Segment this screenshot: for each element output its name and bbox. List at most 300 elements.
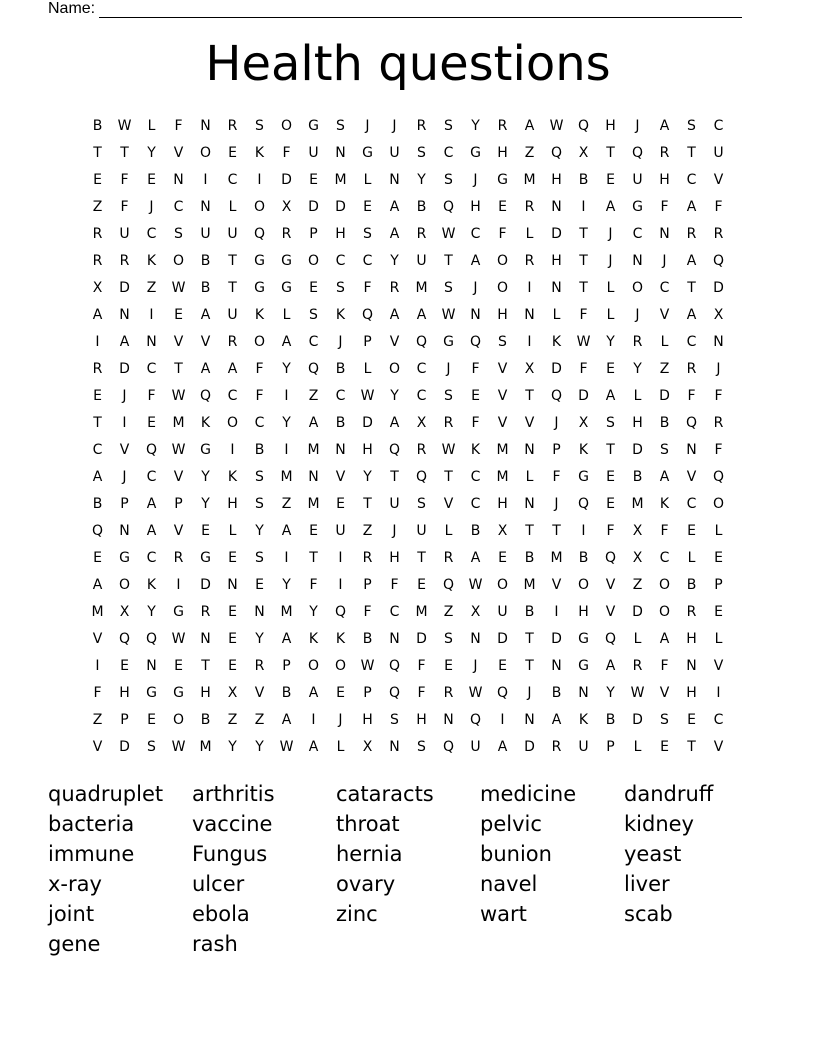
- grid-letter: P: [174, 496, 183, 512]
- grid-letter: G: [578, 658, 589, 674]
- grid-letter: P: [552, 442, 561, 458]
- grid-letter: I: [554, 604, 559, 620]
- grid-letter: W: [360, 388, 375, 404]
- grid-letter: H: [227, 496, 238, 512]
- grid-letter: X: [92, 280, 103, 296]
- grid-letter: O: [307, 253, 320, 269]
- grid-letter: C: [659, 280, 670, 296]
- grid-letter: A: [200, 361, 211, 377]
- grid-letter: D: [524, 739, 535, 755]
- word-list-item: zinc: [336, 902, 378, 926]
- grid-letter: A: [281, 334, 292, 350]
- grid-letter: P: [120, 496, 129, 512]
- grid-letter: E: [714, 550, 723, 566]
- grid-letter: N: [632, 253, 643, 269]
- grid-letter: T: [606, 145, 615, 161]
- grid-letter: V: [254, 685, 265, 701]
- grid-letter: E: [498, 199, 507, 215]
- word-list-item: throat: [336, 812, 400, 836]
- grid-letter: P: [363, 577, 372, 593]
- word-list-item: scab: [624, 902, 673, 926]
- word-list-item: ovary: [336, 872, 396, 896]
- word-list-item: yeast: [624, 842, 682, 866]
- grid-letter: U: [227, 226, 238, 242]
- word-list-item: hernia: [336, 842, 403, 866]
- grid-letter: M: [496, 442, 509, 458]
- grid-letter: H: [659, 172, 670, 188]
- grid-letter: Y: [390, 253, 399, 269]
- grid-letter: T: [201, 658, 210, 674]
- grid-letter: D: [119, 739, 130, 755]
- grid-letter: C: [470, 469, 481, 485]
- grid-letter: F: [714, 199, 723, 215]
- grid-letter: N: [470, 307, 481, 323]
- grid-letter: L: [714, 523, 723, 539]
- grid-letter: Q: [361, 307, 374, 323]
- grid-letter: Q: [712, 469, 725, 485]
- grid-letter: Z: [443, 604, 454, 620]
- grid-letter: I: [284, 550, 289, 566]
- grid-row: [84, 437, 732, 464]
- grid-letter: G: [308, 118, 319, 134]
- grid-letter: C: [416, 388, 427, 404]
- grid-letter: E: [147, 415, 156, 431]
- word-list-item: bunion: [480, 842, 552, 866]
- grid-letter: W: [468, 685, 483, 701]
- grid-letter: W: [360, 658, 375, 674]
- grid-letter: Y: [417, 172, 426, 188]
- grid-row: [84, 113, 732, 140]
- grid-row: [84, 545, 732, 572]
- grid-letter: V: [497, 361, 508, 377]
- grid-letter: M: [523, 172, 536, 188]
- grid-letter: C: [470, 226, 481, 242]
- grid-letter: N: [200, 118, 211, 134]
- grid-letter: R: [416, 226, 427, 242]
- grid-letter: R: [92, 361, 103, 377]
- grid-letter: Q: [577, 118, 590, 134]
- grid-letter: C: [254, 415, 265, 431]
- grid-letter: H: [200, 685, 211, 701]
- grid-letter: Q: [469, 334, 482, 350]
- grid-letter: E: [174, 307, 183, 323]
- grid-letter: Q: [550, 388, 563, 404]
- grid-letter: D: [632, 604, 643, 620]
- grid-letter: C: [146, 226, 157, 242]
- grid-letter: E: [417, 577, 426, 593]
- grid-row: [84, 248, 732, 275]
- grid-letter: F: [579, 361, 588, 377]
- grid-letter: N: [254, 604, 265, 620]
- grid-letter: H: [605, 118, 616, 134]
- grid-letter: I: [257, 172, 262, 188]
- grid-letter: Q: [388, 685, 401, 701]
- grid-letter: W: [549, 118, 564, 134]
- grid-letter: A: [146, 523, 157, 539]
- grid-letter: Q: [388, 658, 401, 674]
- word-list-item: rash: [192, 932, 238, 956]
- grid-row: [84, 599, 732, 626]
- grid-letter: D: [551, 361, 562, 377]
- grid-letter: D: [632, 712, 643, 728]
- grid-letter: E: [498, 658, 507, 674]
- grid-letter: N: [200, 199, 211, 215]
- grid-letter: C: [470, 496, 481, 512]
- grid-letter: A: [470, 550, 481, 566]
- grid-letter: O: [280, 118, 293, 134]
- grid-letter: K: [578, 442, 589, 458]
- grid-letter: Q: [496, 685, 509, 701]
- grid-letter: G: [362, 145, 373, 161]
- grid-letter: E: [606, 469, 615, 485]
- grid-letter: L: [363, 172, 372, 188]
- grid-letter: C: [362, 253, 373, 269]
- grid-letter: K: [254, 307, 265, 323]
- grid-letter: P: [714, 577, 723, 593]
- grid-letter: E: [174, 658, 183, 674]
- grid-letter: G: [254, 253, 265, 269]
- grid-row: [84, 329, 732, 356]
- grid-row: [84, 518, 732, 545]
- grid-letter: D: [416, 631, 427, 647]
- grid-row: [84, 464, 732, 491]
- grid-letter: J: [635, 118, 640, 134]
- grid-letter: E: [687, 712, 696, 728]
- grid-letter: X: [281, 199, 292, 215]
- grid-letter: A: [470, 253, 481, 269]
- grid-letter: H: [335, 226, 346, 242]
- grid-letter: S: [444, 631, 453, 647]
- grid-letter: L: [147, 118, 156, 134]
- grid-letter: E: [120, 658, 129, 674]
- grid-letter: B: [92, 496, 103, 512]
- grid-letter: Q: [307, 361, 320, 377]
- grid-letter: O: [658, 577, 671, 593]
- grid-letter: A: [389, 226, 400, 242]
- grid-letter: A: [308, 415, 319, 431]
- grid-letter: C: [713, 712, 724, 728]
- grid-letter: S: [363, 226, 372, 242]
- grid-letter: D: [308, 199, 319, 215]
- grid-letter: A: [416, 307, 427, 323]
- grid-letter: N: [389, 631, 400, 647]
- word-list-item: pelvic: [480, 812, 542, 836]
- grid-letter: S: [444, 388, 453, 404]
- grid-letter: Q: [631, 145, 644, 161]
- grid-letter: U: [227, 307, 238, 323]
- grid-letter: A: [308, 739, 319, 755]
- grid-letter: S: [336, 280, 345, 296]
- grid-letter: K: [335, 307, 346, 323]
- grid-letter: S: [606, 415, 615, 431]
- grid-letter: T: [417, 550, 426, 566]
- grid-letter: U: [632, 172, 643, 188]
- grid-letter: L: [444, 523, 453, 539]
- grid-letter: R: [443, 415, 454, 431]
- grid-letter: C: [308, 334, 319, 350]
- grid-letter: D: [659, 388, 670, 404]
- grid-letter: O: [658, 604, 671, 620]
- grid-letter: E: [228, 604, 237, 620]
- grid-letter: O: [496, 253, 509, 269]
- grid-letter: Q: [388, 442, 401, 458]
- grid-letter: C: [227, 172, 238, 188]
- grid-letter: M: [199, 739, 212, 755]
- grid-letter: V: [173, 145, 184, 161]
- grid-letter: K: [659, 496, 670, 512]
- grid-letter: W: [171, 442, 186, 458]
- grid-letter: R: [524, 253, 535, 269]
- grid-letter: D: [632, 442, 643, 458]
- grid-letter: R: [416, 442, 427, 458]
- grid-letter: E: [471, 388, 480, 404]
- grid-letter: E: [444, 658, 453, 674]
- grid-letter: K: [335, 631, 346, 647]
- grid-letter: J: [554, 496, 559, 512]
- grid-letter: L: [282, 307, 291, 323]
- grid-letter: J: [392, 118, 397, 134]
- grid-letter: Q: [685, 415, 698, 431]
- grid-letter: Q: [118, 631, 131, 647]
- grid-letter: T: [525, 388, 534, 404]
- word-list-item: gene: [48, 932, 101, 956]
- grid-letter: R: [713, 415, 724, 431]
- grid-letter: K: [200, 415, 211, 431]
- grid-letter: S: [444, 172, 453, 188]
- grid-letter: R: [119, 253, 130, 269]
- grid-letter: E: [687, 523, 696, 539]
- grid-letter: V: [686, 469, 697, 485]
- grid-letter: C: [686, 496, 697, 512]
- grid-letter: T: [228, 253, 237, 269]
- grid-letter: D: [281, 172, 292, 188]
- grid-letter: S: [660, 442, 669, 458]
- grid-letter: A: [686, 253, 697, 269]
- grid-letter: U: [713, 145, 724, 161]
- grid-letter: U: [335, 523, 346, 539]
- word-list-item: liver: [624, 872, 670, 896]
- grid-letter: F: [687, 388, 696, 404]
- grid-letter: B: [686, 577, 697, 593]
- grid-letter: N: [389, 172, 400, 188]
- grid-letter: I: [527, 280, 532, 296]
- grid-letter: T: [363, 496, 372, 512]
- grid-letter: H: [416, 712, 427, 728]
- grid-letter: M: [523, 577, 536, 593]
- grid-letter: Y: [633, 361, 642, 377]
- grid-letter: Y: [309, 604, 318, 620]
- grid-letter: W: [441, 442, 456, 458]
- grid-letter: F: [417, 685, 426, 701]
- grid-letter: G: [443, 334, 454, 350]
- grid-letter: B: [335, 415, 346, 431]
- grid-letter: V: [92, 631, 103, 647]
- grid-letter: R: [497, 118, 508, 134]
- grid-letter: C: [443, 145, 454, 161]
- grid-letter: X: [470, 604, 481, 620]
- grid-letter: S: [417, 739, 426, 755]
- word-list-item: dandruff: [624, 782, 714, 806]
- grid-letter: G: [200, 442, 211, 458]
- grid-letter: F: [606, 523, 615, 539]
- grid-letter: Y: [282, 361, 291, 377]
- grid-letter: J: [554, 415, 559, 431]
- grid-letter: G: [632, 199, 643, 215]
- grid-letter: O: [172, 253, 185, 269]
- grid-letter: R: [227, 334, 238, 350]
- grid-letter: T: [687, 145, 696, 161]
- grid-letter: Y: [255, 631, 264, 647]
- grid-letter: N: [119, 307, 130, 323]
- grid-letter: F: [660, 523, 669, 539]
- grid-letter: I: [284, 388, 289, 404]
- grid-letter: L: [552, 307, 561, 323]
- grid-letter: U: [470, 739, 481, 755]
- grid-letter: E: [93, 550, 102, 566]
- grid-letter: T: [687, 280, 696, 296]
- grid-letter: M: [415, 604, 428, 620]
- grid-row: [84, 221, 732, 248]
- grid-letter: V: [119, 442, 130, 458]
- grid-letter: Z: [92, 199, 103, 215]
- grid-letter: G: [119, 550, 130, 566]
- grid-letter: J: [446, 361, 451, 377]
- grid-letter: S: [498, 334, 507, 350]
- grid-letter: V: [659, 307, 670, 323]
- grid-letter: J: [608, 226, 613, 242]
- grid-letter: B: [200, 280, 211, 296]
- grid-letter: N: [335, 442, 346, 458]
- grid-letter: G: [200, 550, 211, 566]
- grid-letter: K: [551, 334, 562, 350]
- grid-letter: B: [524, 604, 535, 620]
- grid-letter: S: [255, 469, 264, 485]
- grid-letter: F: [660, 199, 669, 215]
- grid-letter: I: [338, 550, 343, 566]
- grid-letter: T: [525, 631, 534, 647]
- grid-letter: Q: [604, 550, 617, 566]
- grid-letter: Z: [92, 712, 103, 728]
- grid-letter: W: [630, 685, 645, 701]
- grid-letter: U: [389, 145, 400, 161]
- grid-letter: N: [551, 280, 562, 296]
- grid-letter: D: [200, 577, 211, 593]
- grid-letter: I: [176, 577, 181, 593]
- grid-letter: Z: [362, 523, 373, 539]
- grid-letter: B: [578, 550, 589, 566]
- word-list-item: Fungus: [192, 842, 268, 866]
- grid-letter: Q: [145, 631, 158, 647]
- grid-letter: H: [578, 604, 589, 620]
- grid-letter: C: [146, 550, 157, 566]
- grid-letter: L: [228, 199, 237, 215]
- grid-letter: K: [254, 145, 265, 161]
- grid-letter: N: [443, 712, 454, 728]
- grid-letter: Q: [469, 712, 482, 728]
- grid-letter: S: [390, 712, 399, 728]
- grid-row: [84, 410, 732, 437]
- word-list-item: x-ray: [48, 872, 102, 896]
- grid-letter: S: [255, 118, 264, 134]
- grid-letter: N: [659, 226, 670, 242]
- grid-letter: H: [362, 442, 373, 458]
- grid-row: [84, 734, 732, 761]
- grid-letter: A: [497, 739, 508, 755]
- grid-letter: E: [336, 496, 345, 512]
- grid-letter: C: [173, 199, 184, 215]
- grid-letter: I: [500, 712, 505, 728]
- grid-letter: S: [444, 118, 453, 134]
- grid-letter: S: [255, 496, 264, 512]
- grid-letter: R: [92, 253, 103, 269]
- word-list-item: vaccine: [192, 812, 273, 836]
- grid-letter: M: [496, 469, 509, 485]
- grid-letter: F: [552, 469, 561, 485]
- grid-letter: U: [200, 226, 211, 242]
- grid-letter: M: [91, 604, 104, 620]
- grid-letter: S: [336, 118, 345, 134]
- grid-letter: F: [282, 145, 291, 161]
- grid-letter: B: [524, 550, 535, 566]
- grid-letter: Q: [334, 604, 347, 620]
- grid-letter: S: [687, 118, 696, 134]
- grid-letter: Y: [606, 334, 615, 350]
- grid-row: [84, 140, 732, 167]
- grid-letter: S: [660, 712, 669, 728]
- grid-letter: N: [470, 631, 481, 647]
- grid-letter: F: [363, 280, 372, 296]
- grid-letter: A: [119, 334, 130, 350]
- grid-letter: J: [635, 307, 640, 323]
- grid-letter: Y: [255, 523, 264, 539]
- grid-letter: P: [282, 658, 291, 674]
- grid-letter: A: [659, 469, 670, 485]
- grid-letter: F: [660, 658, 669, 674]
- grid-letter: G: [281, 253, 292, 269]
- grid-letter: D: [578, 388, 589, 404]
- grid-letter: Q: [199, 388, 212, 404]
- grid-letter: J: [392, 523, 397, 539]
- grid-letter: D: [335, 199, 346, 215]
- grid-letter: X: [227, 685, 238, 701]
- grid-letter: N: [146, 334, 157, 350]
- word-list-item: cataracts: [336, 782, 434, 806]
- grid-letter: Z: [227, 712, 238, 728]
- grid-letter: I: [122, 415, 127, 431]
- grid-letter: R: [173, 550, 184, 566]
- grid-letter: J: [473, 658, 478, 674]
- grid-letter: N: [146, 658, 157, 674]
- grid-letter: F: [120, 172, 129, 188]
- grid-letter: N: [686, 658, 697, 674]
- grid-letter: E: [363, 199, 372, 215]
- grid-letter: F: [120, 199, 129, 215]
- grid-letter: V: [497, 415, 508, 431]
- grid-letter: D: [551, 631, 562, 647]
- grid-letter: H: [389, 550, 400, 566]
- grid-letter: X: [632, 523, 643, 539]
- grid-letter: I: [95, 658, 100, 674]
- grid-letter: V: [389, 334, 400, 350]
- grid-letter: J: [473, 280, 478, 296]
- grid-letter: O: [631, 280, 644, 296]
- grid-letter: C: [146, 469, 157, 485]
- grid-letter: V: [551, 577, 562, 593]
- word-list-item: arthritis: [192, 782, 275, 806]
- grid-letter: Q: [91, 523, 104, 539]
- grid-letter: X: [713, 307, 724, 323]
- grid-letter: T: [579, 253, 588, 269]
